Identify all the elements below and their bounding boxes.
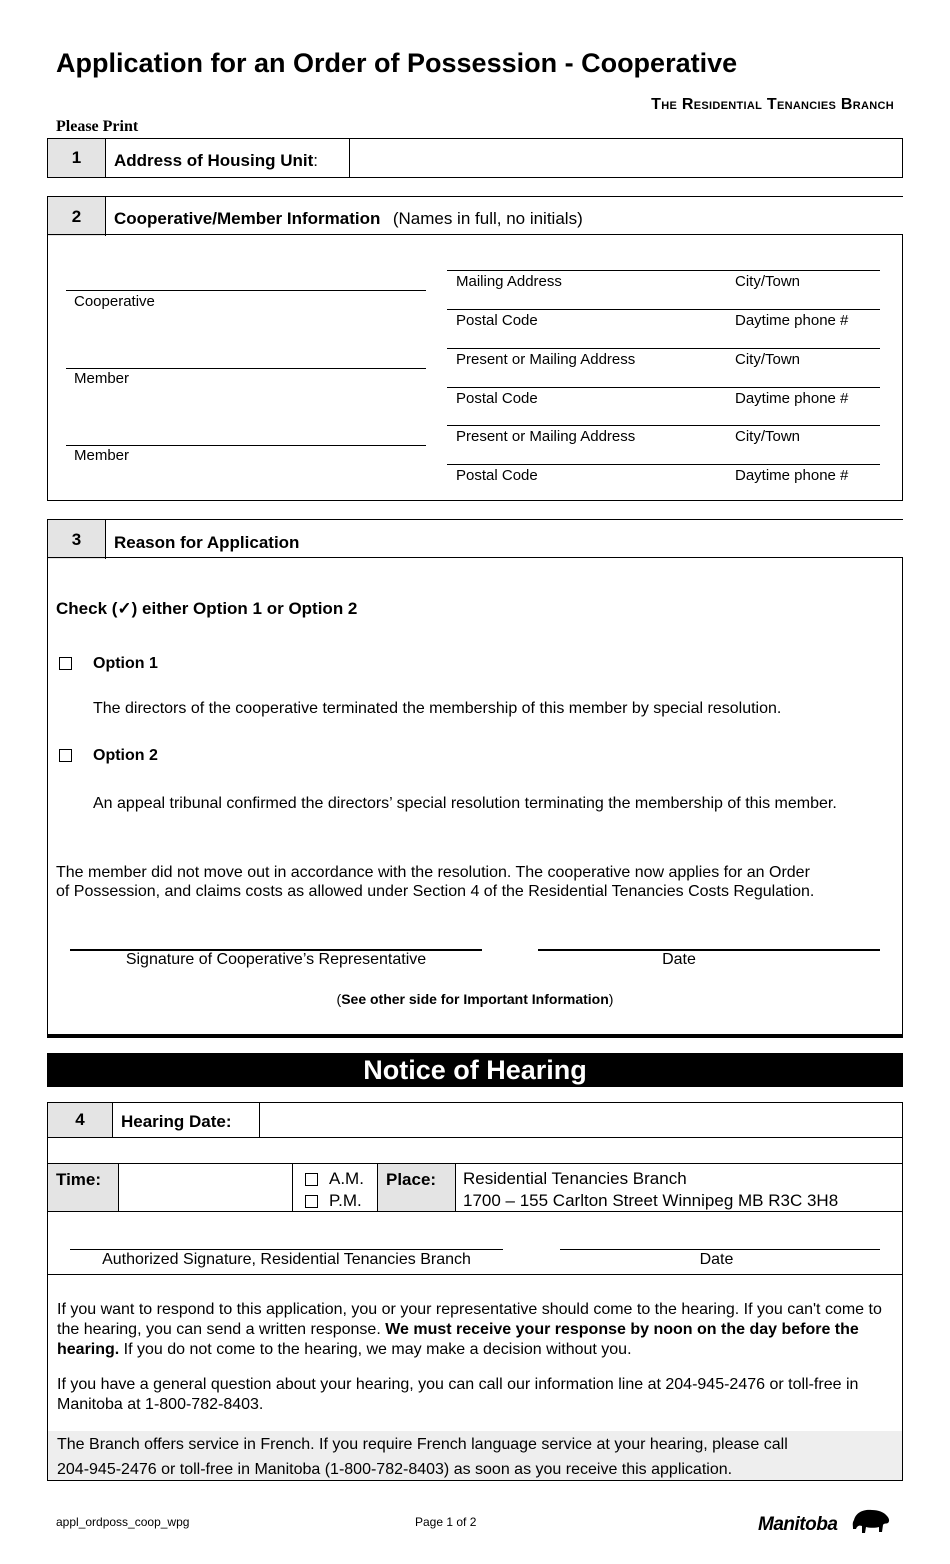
see-other-side: (See other side for Important Information): [336, 991, 614, 1007]
section-number: 1: [48, 139, 106, 177]
please-print-label: Please Print: [56, 118, 139, 135]
phone-label: Daytime phone #: [735, 390, 849, 407]
check-instruction: Check (✓) either Option 1 or Option 2: [56, 599, 358, 618]
place-label: Place:: [386, 1170, 437, 1189]
french-service-note: The Branch offers service in French. If you require French language service at your hearing, please call 204-945-2476 or toll-free in Manitoba (1-800-782-8403) as soon as you receive this application.: [48, 1431, 902, 1480]
manitoba-wordmark: Manitoba: [758, 1514, 838, 1535]
time-field[interactable]: [121, 1166, 291, 1209]
section-number: 2: [48, 197, 106, 236]
manitoba-logo: [758, 1506, 898, 1540]
statement-line-1: The member did not move out in accordance with the resolution. The cooperative now applies for an Order: [56, 864, 810, 881]
signature-label: Signature of Cooperative’s Representative: [125, 951, 427, 968]
party-label: Member: [74, 447, 130, 464]
section-3-body: [47, 557, 903, 1035]
city-label: City/Town: [735, 273, 801, 290]
postal-code-label: Postal Code: [456, 390, 538, 407]
date-label: Date: [662, 951, 696, 968]
auth-signature-label: Authorized Signature, Residential Tenancies Branch: [102, 1251, 471, 1268]
section-1-address: [47, 138, 903, 178]
info-paragraph-1: If you want to respond to this application, you or your representative should come to the hearing. If you can't come to the hearing, you can send a written response. We must receive your response by noon on the day before the hearing. If you do not come to the hearing, we may make a decision without you.: [57, 1301, 882, 1358]
hearing-section: [47, 1102, 903, 1275]
postal-code-label: Postal Code: [456, 467, 538, 484]
am-checkbox[interactable]: [305, 1173, 318, 1186]
page-title: Application for an Order of Possession - Cooperative: [56, 48, 738, 78]
notice-banner: Notice of Hearing: [47, 1053, 903, 1087]
pm-checkbox[interactable]: [305, 1195, 318, 1208]
hearing-date-label: Hearing Date:: [121, 1112, 232, 1131]
address-label: Mailing Address: [456, 273, 562, 290]
section-label: Address of Housing Unit:: [114, 151, 319, 170]
address-label: Present or Mailing Address: [456, 428, 636, 445]
option-2-label: Option 2: [93, 747, 158, 764]
section-label: Reason for Application: [114, 533, 300, 552]
statement-line-2: of Possession, and claims costs as allowed under Section 4 of the Residential Tenancies Costs Regulation.: [56, 883, 815, 900]
time-label: Time:: [56, 1170, 102, 1189]
option-1-checkbox[interactable]: [59, 657, 72, 670]
am-label: A.M.: [329, 1169, 364, 1188]
hearing-info: [47, 1274, 903, 1481]
address-label: Present or Mailing Address: [456, 351, 636, 368]
phone-label: Daytime phone #: [735, 467, 849, 484]
section-label: Cooperative/Member Information (Names in full, no initials): [114, 209, 583, 228]
option-1-label: Option 1: [93, 655, 158, 672]
section-2-tab: [47, 196, 903, 236]
housing-unit-address-field[interactable]: [352, 141, 900, 175]
phone-label: Daytime phone #: [735, 312, 849, 329]
place-line-1: Residential Tenancies Branch: [463, 1169, 687, 1188]
place-line-2: 1700 – 155 Carlton Street Winnipeg MB R3C 3H8: [463, 1191, 839, 1210]
option-1-text: The directors of the cooperative terminated the membership of this member by special resolution.: [93, 700, 782, 717]
city-label: City/Town: [735, 428, 801, 445]
section-number: 4: [48, 1103, 113, 1137]
city-label: City/Town: [735, 351, 801, 368]
branch-name: The Residential Tenancies Branch: [651, 96, 894, 113]
auth-signature-line[interactable]: [70, 1249, 503, 1250]
page-number: Page 1 of 2: [415, 1515, 477, 1529]
party-label: Member: [74, 370, 130, 387]
section-3-tab: [47, 519, 903, 559]
auth-date-line[interactable]: [560, 1249, 880, 1250]
bison-icon: [850, 1506, 892, 1536]
form-code: appl_ordposs_coop_wpg: [56, 1515, 190, 1529]
section-number: 3: [48, 520, 106, 559]
postal-code-label: Postal Code: [456, 312, 538, 329]
info-paragraph-2: If you have a general question about your hearing, you can call our information line at 204-945-2476 or toll-free in Manitoba at 1-800-782-8403.: [57, 1376, 859, 1413]
option-2-checkbox[interactable]: [59, 749, 72, 762]
auth-date-label: Date: [699, 1251, 734, 1268]
party-label: Cooperative: [74, 293, 155, 310]
option-2-text: An appeal tribunal confirmed the directors’ special resolution terminating the membership of this member.: [93, 795, 837, 812]
section-2-body: [47, 234, 903, 501]
hearing-date-field[interactable]: [262, 1105, 898, 1135]
pm-label: P.M.: [329, 1191, 362, 1210]
